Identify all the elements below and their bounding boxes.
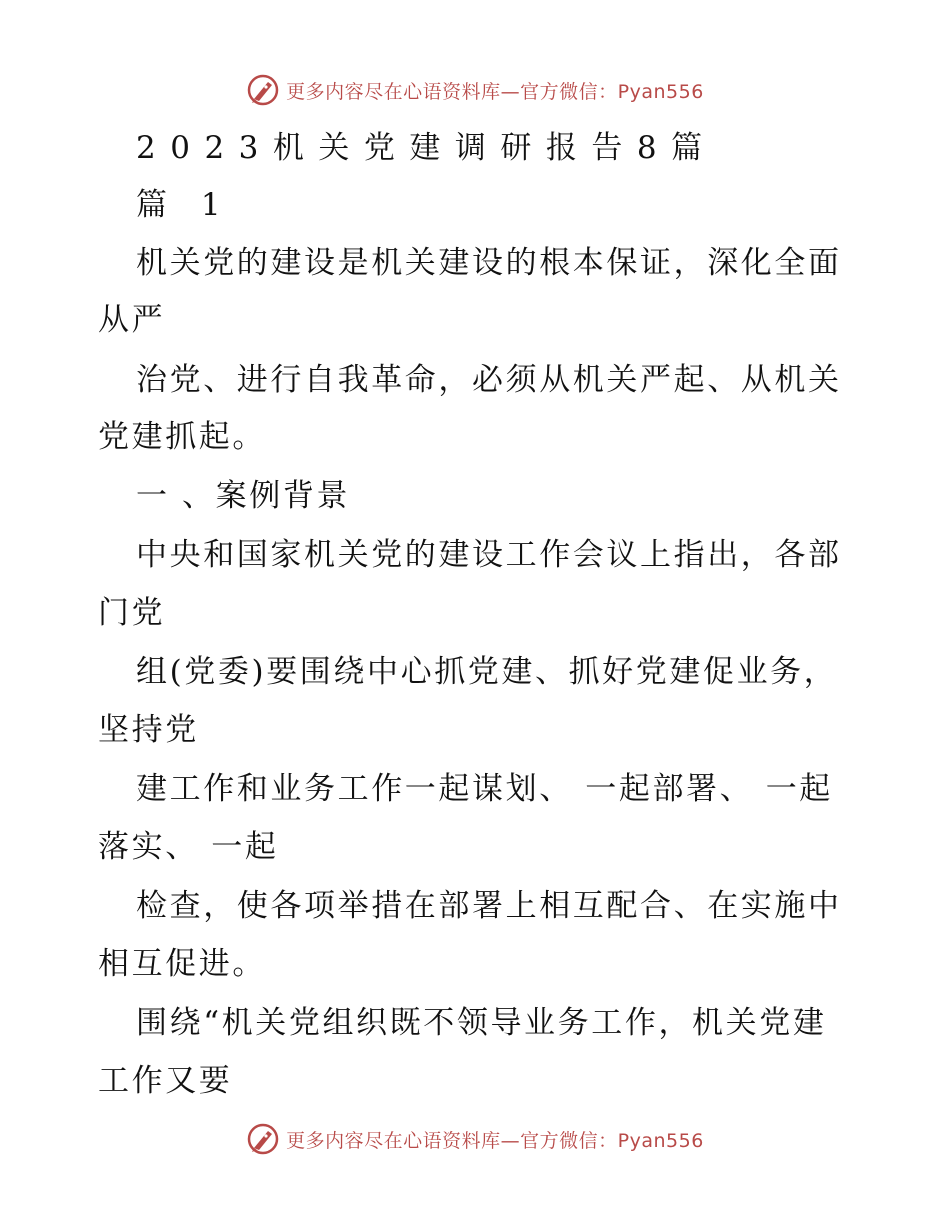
paragraph-line: 党建抓起。 [98, 419, 266, 455]
paragraph-line: 门党 [98, 595, 166, 631]
paragraph-line: 坚持党 [98, 712, 199, 748]
paragraph-line: 组(党委)要围绕中心抓党建、抓好党建促业务， [136, 654, 838, 690]
paragraph-line: 检查，使各项举措在部署上相互配合、在实施中 [136, 888, 842, 924]
footer-watermark [0, 1119, 950, 1159]
pen-logo-icon [246, 73, 280, 107]
subsection-heading: 一 、案例背景 [136, 478, 351, 514]
watermark-text: 更多内容尽在心语资料库—官方微信：Pyan556 [286, 1129, 704, 1152]
document-title: 2023机关党建调研报告8篇 [136, 130, 717, 166]
paragraph-line: 中央和国家机关党的建设工作会议上指出，各部 [136, 537, 842, 573]
section-heading: 篇 1 [136, 187, 233, 223]
paragraph-line: 落实、 一起 [98, 829, 279, 865]
paragraph-line: 工作又要 [98, 1063, 233, 1099]
paragraph-line: 机关党的建设是机关建设的根本保证，深化全面 [136, 245, 842, 281]
header-watermark [0, 70, 950, 110]
paragraph-line: 建工作和业务工作一起谋划、 一起部署、 一起 [136, 771, 833, 807]
watermark-text: 更多内容尽在心语资料库—官方微信：Pyan556 [286, 80, 704, 103]
paragraph-line: 从严 [98, 302, 166, 338]
pen-logo-icon [246, 1122, 280, 1156]
paragraph-line: 围绕“机关党组织既不领导业务工作，机关党建 [136, 1005, 827, 1041]
paragraph-line: 治党、进行自我革命，必须从机关严起、从机关 [136, 362, 842, 398]
paragraph-line: 相互促进。 [98, 946, 266, 982]
